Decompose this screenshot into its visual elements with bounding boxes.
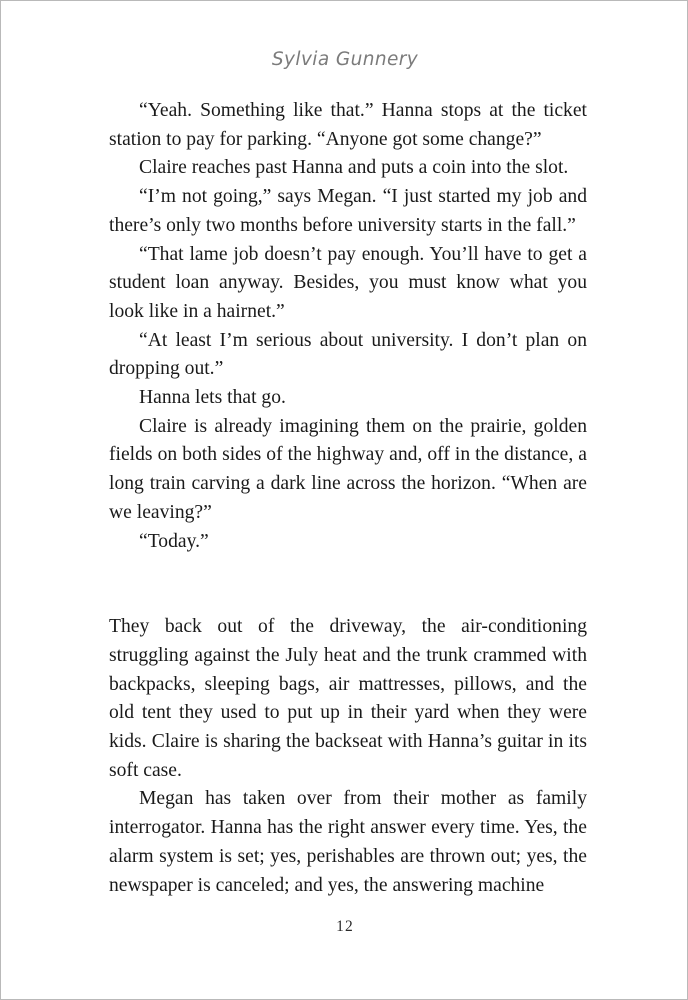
running-head: Sylvia Gunnery [271, 49, 419, 70]
page-number: 12 [336, 918, 354, 935]
paragraph: Claire is already imagining them on the prairie, golden fields on both sides of the highway and, off in the distance, a long train carving a dark line across the horizon. “When are we leaving?” [109, 415, 587, 523]
paragraph: “At least I’m serious about university. I don’t plan on dropping out.” [109, 329, 587, 380]
paragraph: “Today.” [139, 530, 209, 552]
paragraph: “Yeah. Something like that.” Hanna stops at the ticket station to pay for parking. “Anyone got some change?” [109, 100, 587, 150]
section-break [109, 556, 587, 613]
paragraph: “I’m not going,” says Megan. “I just started my job and there’s only two months before university starts in the fall.” [109, 186, 587, 236]
paragraph: They back out of the driveway, the air-conditioning struggling against the July heat and the trunk crammed with backpacks, sleeping bags, air mattresses, pillows, and the old tent they used to put up in their yard when they were kids. Claire is sharing the backseat with Hanna’s guitar in its soft case. [109, 616, 587, 781]
body-text [109, 97, 587, 900]
paragraph: Megan has taken over from their mother as family interrogator. Hanna has the right answer every time. Yes, the alarm system is set; yes, perishables are thrown out; yes, the newspaper is canceled; and yes, the answering machine [109, 788, 587, 896]
paragraph: Claire reaches past Hanna and puts a coin into the slot. [139, 157, 569, 179]
paragraph: Hanna lets that go. [139, 387, 286, 409]
paragraph: “That lame job doesn’t pay enough. You’ll have to get a student loan anyway. Besides, you must know what you look like in a hairnet.” [109, 243, 587, 322]
